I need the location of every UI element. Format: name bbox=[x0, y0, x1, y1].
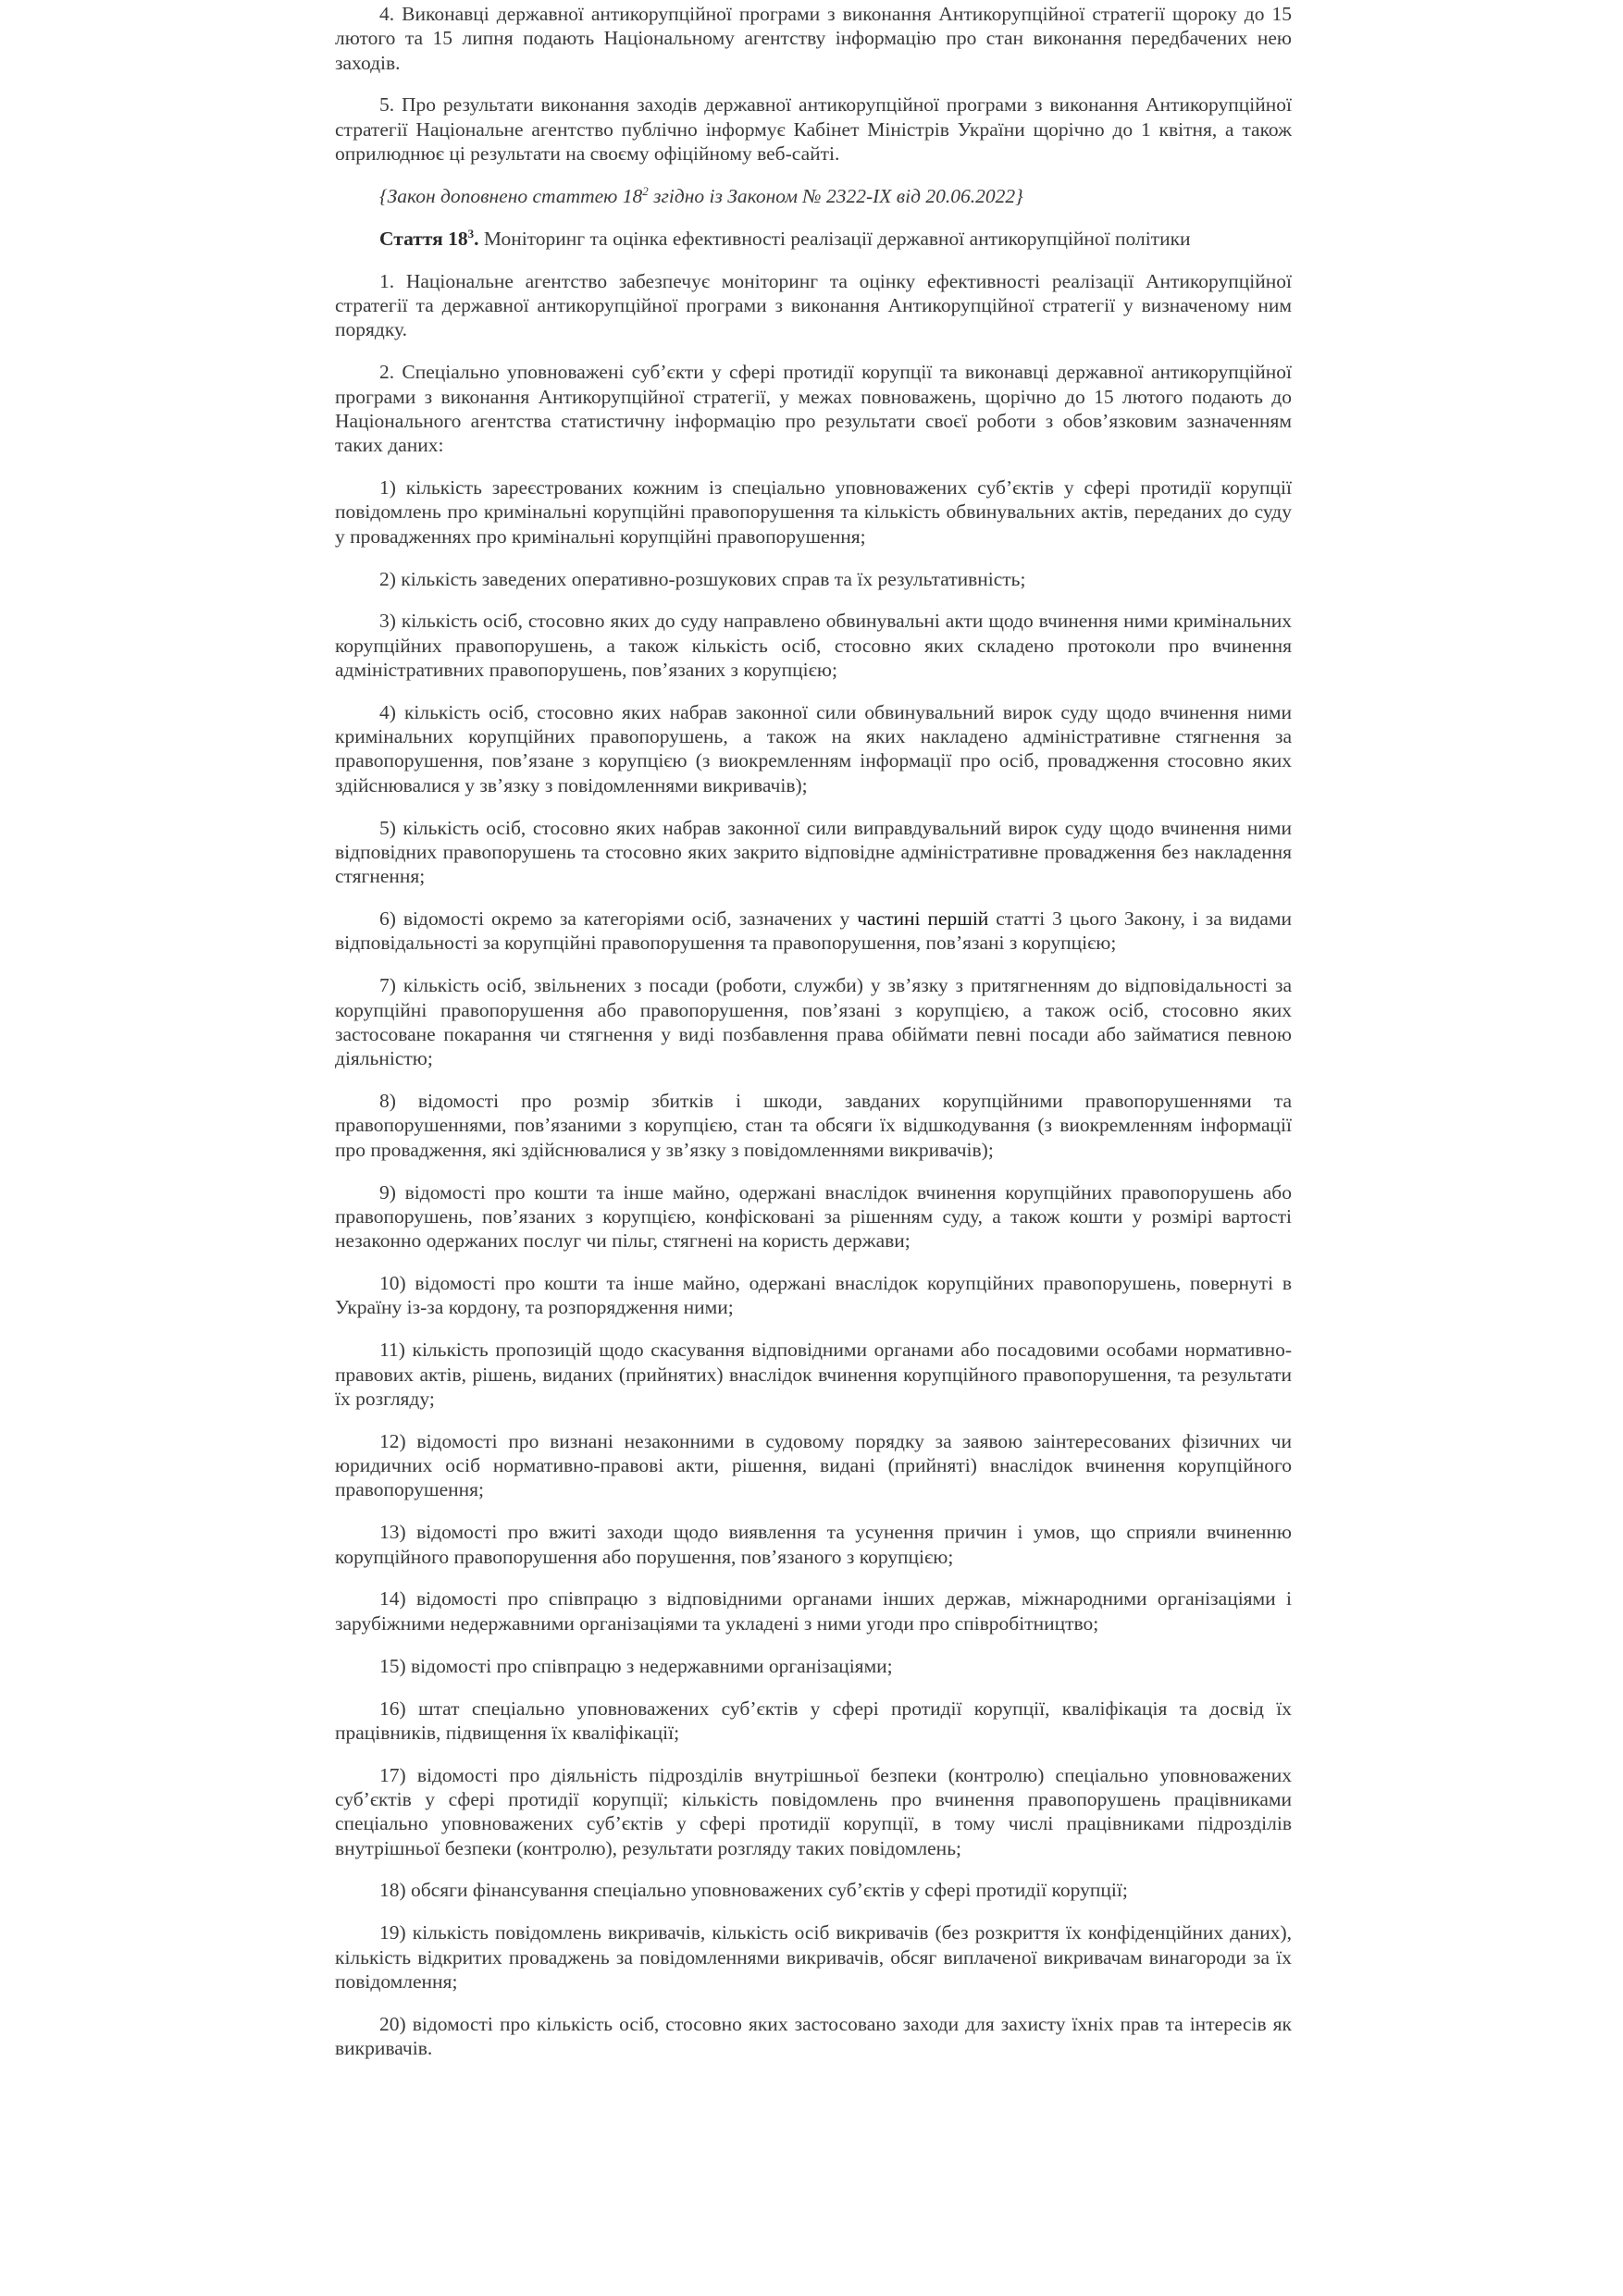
list-item-15: 15) відомості про співпрацю з недержавними організаціями; bbox=[379, 1654, 893, 1677]
list-item-5: 5) кількість осіб, стосовно яких набрав законної сили виправдувальний вирок суду щодо вчинення ними відповідних правопорушень та стосовно яких закрито відповідне адміністративне провадження без накладення стягнення; bbox=[335, 816, 1292, 888]
list-item-7: 7) кількість осіб, звільнених з посади (роботи, служби) у зв’язку з притягненням до відповідальності за корупційні правопорушення або правопорушення, пов’язані з корупцією, а також осіб, стосовно яких застосоване покарання чи стягнення у виді позбавлення права обіймати певні посади або займатися певною діяльністю; bbox=[335, 974, 1292, 1070]
list-item-17: 17) відомості про діяльність підрозділів внутрішньої безпеки (контролю) спеціально уповноважених суб’єктів у сфері протидії корупції; кількість повідомлень про вчинення правопорушень працівниками спеціально уповноважених суб’єктів у сфері протидії корупції, в тому числі працівниками підрозділів внутрішньої безпеки (контролю), результати розгляду таких повідомлень; bbox=[335, 1763, 1292, 1859]
list-item-16: 16) штат спеціально уповноважених суб’єктів у сфері протидії корупції, кваліфікація та досвід їх працівників, підвищення їх кваліфікації; bbox=[335, 1697, 1292, 1744]
amendment-note-text-end: згідно із Законом № 2322-IX від 20.06.2022} bbox=[648, 184, 1023, 207]
article-paragraph-2: 2. Спеціально уповноважені суб’єкти у сфері протидії корупції та виконавці державної антикорупційної програми з виконання Антикорупційної стратегії, у межах повноважень, щорічно до 15 лютого подають до Національного агентства статистичну інформацію про результати своєї роботи з обов’язковим зазначенням таких даних: bbox=[335, 361, 1292, 457]
list-item-9: 9) відомості про кошти та інше майно, одержані внаслідок вчинення корупційних правопорушень або правопорушень, пов’язаних з корупцією, конфісковані за рішенням суду, а також кошти у розмірі вартості незаконно одержаних послуг чи пільг, стягнені на користь держави; bbox=[335, 1180, 1292, 1253]
paragraph-4: 4. Виконавці державної антикорупційної програми з виконання Антикорупційної стратегії щороку до 15 лютого та 15 липня подають Національному агентству інформацію про стан виконання передбачених нею заходів. bbox=[335, 3, 1292, 74]
list-item-18: 18) обсяги фінансування спеціально уповноважених суб’єктів у сфері протидії корупції; bbox=[379, 1879, 1128, 1902]
amendment-note-sup: 2 bbox=[642, 183, 649, 198]
list-item-1: 1) кількість зареєстрованих кожним із спеціально уповноважених суб’єктів у сфері протидії корупції повідомлень про кримінальні корупційні правопорушення та кількість обвинувальних актів, переданих до суду у провадженнях про кримінальні корупційні правопорушення; bbox=[335, 476, 1292, 548]
article-label bbox=[379, 228, 478, 250]
amendment-note-text: {Закон доповнено статтею 18 bbox=[379, 184, 643, 207]
list-item-14: 14) відомості про співпрацю з відповідними органами інших держав, міжнародними організаціями і зарубіжними недержавними організаціями та укладені з ними угоди про співробітництво; bbox=[335, 1587, 1292, 1635]
amendment-note bbox=[335, 184, 1292, 208]
list-item-19: 19) кількість повідомлень викривачів, кількість осіб викривачів (без розкриття їх конфіденційних даних), кількість відкритих проваджень за повідомленнями викривачів, обсяг виплаченої викривачам винагороди за їх повідомлення; bbox=[335, 1921, 1292, 1993]
list-item-6-text: 6) відомості окремо за категоріями осіб, зазначених у bbox=[379, 907, 858, 931]
article-heading bbox=[335, 227, 1292, 251]
paragraph-5: 5. Про результати виконання заходів державної антикорупційної програми з виконання Антикорупційної стратегії Національне агентство публічно інформує Кабінет Міністрів України щорічно до 1 квітня, а також оприлюднює ці результати на своєму офіційному веб-сайті. bbox=[335, 93, 1292, 166]
article-title: Моніторинг та оцінка ефективності реалізації державної антикорупційної політики bbox=[478, 227, 1191, 250]
list-item-3: 3) кількість осіб, стосовно яких до суду направлено обвинувальні акти щодо вчинення ними кримінальних корупційних правопорушень, а також кількість осіб, стосовно яких складено протоколи про вчинення адміністративних правопорушень, пов’язаних з корупцією; bbox=[335, 610, 1292, 681]
list-item-11: 11) кількість пропозицій щодо скасування відповідними органами або посадовими особами нормативно-правових актів, рішень, виданих (прийнятих) внаслідок вчинення корупційного правопорушення, та результати їх розгляду; bbox=[335, 1339, 1292, 1410]
article-label-dot: . bbox=[474, 227, 479, 250]
list-item-12: 12) відомості про визнані незаконними в судовому порядку за заявою заінтересованих фізичних чи юридичних осіб нормативно-правові акти, рішення, видані (прийняті) внаслідок вчинення корупційного правопорушення; bbox=[335, 1429, 1292, 1501]
list-item-8: 8) відомості про розмір збитків і шкоди, завданих корупційними правопорушеннями та правопорушеннями, пов’язаними з корупцією, стан та обсяги їх відшкодування (з виокремленням інформації про провадження, які здійснювалися у зв’язку з повідомленнями викривачів); bbox=[335, 1090, 1292, 1161]
article-3-part-1-link[interactable]: частині першій bbox=[857, 907, 989, 931]
list-item-10: 10) відомості про кошти та інше майно, одержані внаслідок корупційних правопорушень, повернуті в Україну із-за кордону, та розпорядження ними; bbox=[335, 1272, 1292, 1319]
document-page bbox=[335, 2, 1292, 2079]
article-label-sup: 3 bbox=[467, 226, 475, 241]
article-label-text: Стаття 18 bbox=[379, 227, 468, 250]
article-paragraph-1: 1. Національне агентство забезпечує моніторинг та оцінку ефективності реалізації Антикорупційної стратегії та державної антикорупційної програми з виконання Антикорупційної стратегії у визначеному ним порядку. bbox=[335, 269, 1292, 341]
list-item-4: 4) кількість осіб, стосовно яких набрав законної сили обвинувальний вирок суду щодо вчинення ними кримінальних корупційних правопорушень, а також на яких накладено адміністративне стягнення за правопорушення, пов’язане з корупцією (з виокремленням інформації про осіб, провадження стосовно яких здійснювалися у зв’язку з повідомленнями викривачів); bbox=[335, 700, 1292, 796]
list-item-6 bbox=[335, 907, 1292, 956]
list-item-13: 13) відомості про вжиті заходи щодо виявлення та усунення причин і умов, що сприяли вчиненню корупційного правопорушення або порушення, пов’язаного з корупцією; bbox=[335, 1521, 1292, 1568]
list-item-20: 20) відомості про кількість осіб, стосовно яких застосовано заходи для захисту їхніх прав та інтересів як викривачів. bbox=[335, 2012, 1292, 2060]
list-item-6-text-end: статті 3 цього Закону, і за видами відповідальності за корупційні правопорушення та правопорушення, пов’язані з корупцією; bbox=[335, 907, 1292, 955]
list-item-2: 2) кількість заведених оперативно-розшукових справ та їх результативність; bbox=[379, 567, 1026, 590]
